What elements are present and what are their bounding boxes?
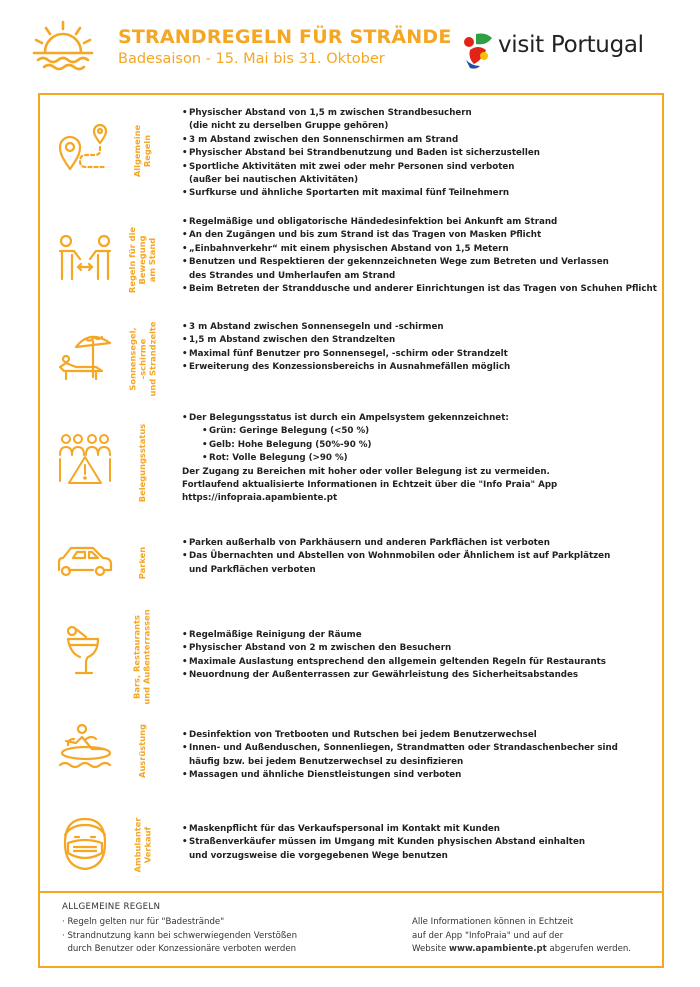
list-item: • Maskenpflicht für das Verkaufspersonal im Kontakt mit Kunden <box>182 823 657 836</box>
pool-float-icon <box>56 721 114 779</box>
list-item: • „Einbahnverkehr“ mit einem physischen Abstand von 1,5 Metern <box>182 243 657 256</box>
list-item: • Regelmäßige und obligatorische Händedesinfektion bei Ankunft am Strand <box>182 216 657 229</box>
list-item: • Physischer Abstand von 1,5 m zwischen Strandbesuchern (die nicht zu derselben Gruppe gehören) <box>182 107 657 134</box>
list-item: • 3 m Abstand zwischen den Sonnenschirmen am Strand <box>182 134 657 147</box>
list-item: • Surfkurse und ähnliche Sportarten mit maximal fünf Teilnehmern <box>182 187 657 200</box>
list-item: • Maximale Auslastung entsprechend den allgemein geltenden Regeln für Restaurants <box>182 656 657 669</box>
logo-mark-icon <box>462 30 496 70</box>
logo-text: visit Portugal <box>498 32 644 58</box>
list-item: • Benutzen und Respektieren der gekennzeichneten Wege zum Betreten und Verlassen des Strandes und Umherlaufen am Strand <box>182 256 657 283</box>
sun-icon <box>32 20 94 72</box>
list-item: • Physischer Abstand bei Strandbenutzung und Baden ist sicherzustellen <box>182 147 657 160</box>
list-item: • Beim Betreten der Stranddusche und anderer Einrichtungen ist das Tragen von Schuhen Pflicht <box>182 283 657 296</box>
list-item: • Erweiterung des Konzessionsbereichs in Ausnahmefällen möglich <box>182 361 657 374</box>
section-street-vending <box>40 801 662 891</box>
website-link[interactable]: www.apambiente.pt <box>449 944 547 954</box>
section-label: Sonnensegel, -schirme und Strandzelte <box>127 321 158 397</box>
section-umbrellas <box>40 313 662 403</box>
footer <box>40 895 662 966</box>
section-label: Belegungsstatus <box>137 423 147 503</box>
list-item: • An den Zugängen und bis zum Strand ist das Tragen von Masken Pflicht <box>182 229 657 242</box>
section-label: Allgemeine Regeln <box>132 124 153 178</box>
social-distance-icon <box>56 231 114 289</box>
section-label: Regeln für die Bewegung am Stand <box>127 226 158 294</box>
footer-item: durch Benutzer oder Konzessionäre verboten werden <box>67 944 297 954</box>
section-parking <box>40 525 662 601</box>
section-movement-rules <box>40 207 662 313</box>
sub-list-item: • Gelb: Hohe Belegung (50%-90 %) <box>202 439 657 452</box>
list-item: • Physischer Abstand von 2 m zwischen den Besuchern <box>182 642 657 655</box>
section-label: Bars, Restaurants und Außenterrassen <box>132 609 153 705</box>
cocktail-icon <box>56 623 114 681</box>
list-item: • Der Belegungsstatus ist durch ein Ampelsystem gekennzeichnet: <box>182 412 657 425</box>
list-item: • 3 m Abstand zwischen Sonnensegeln und -schirmen <box>182 321 657 334</box>
beach-umbrella-icon <box>56 329 114 387</box>
sub-list-item: • Grün: Geringe Belegung (<50 %) <box>202 425 657 438</box>
footer-item: · Regeln gelten nur für "Badestrände" <box>62 917 225 927</box>
info-praia-link[interactable]: https://infopraia.apambiente.pt <box>182 493 338 504</box>
list-item: • Desinfektion von Tretbooten und Rutschen bei jedem Benutzerwechsel <box>182 729 657 742</box>
face-mask-icon <box>56 815 114 873</box>
crowd-warning-icon <box>56 431 114 489</box>
visit-portugal-logo <box>462 30 672 70</box>
section-label: Ambulanter Verkauf <box>132 817 153 873</box>
list-item: • Regelmäßige Reinigung der Räume <box>182 629 657 642</box>
footer-item: · Strandnutzung kann bei schwerwiegenden Verstößen <box>62 930 298 941</box>
section-general-rules <box>40 95 662 207</box>
section-bars-restaurants <box>40 601 662 715</box>
list-item: • Innen- und Außenduschen, Sonnenliegen, Strandmatten oder Strandaschenbecher sind häufig bzw. bei jedem Benutzerwechsel zu desinfizieren <box>182 742 657 769</box>
list-item: • Neuordnung der Außenterrassen zur Gewährleistung des Sicherheitsabstandes <box>182 669 657 682</box>
map-route-icon <box>56 121 114 179</box>
list-item: • 1,5 m Abstand zwischen den Strandzelten <box>182 334 657 347</box>
footer-list <box>62 916 297 957</box>
list-item: • Parken außerhalb von Parkhäusern und anderen Parkflächen ist verboten <box>182 537 657 550</box>
footer-divider <box>40 891 662 893</box>
list-item: • Sportliche Aktivitäten mit zwei oder mehr Personen sind verboten (außer bei nautischen Aktivitäten) <box>182 161 657 188</box>
page-title: STRANDREGELN FÜR STRÄNDE <box>118 26 452 48</box>
section-label: Parken <box>136 546 147 580</box>
footer-title: ALLGEMEINE REGELN <box>62 902 161 912</box>
section-equipment <box>40 715 662 801</box>
list-item: • Straßenverkäufer müssen im Umgang mit Kunden physischen Abstand einhalten und vorzugsweise die vorgegebenen Wege benutzen <box>182 836 657 863</box>
page-subtitle: Badesaison - 15. Mai bis 31. Oktober <box>118 51 385 67</box>
occupancy-note: Fortlaufend aktualisierte Informationen in Echtzeit über die "Info Praia" App <box>182 480 558 491</box>
sub-list-item: • Rot: Volle Belegung (>90 %) <box>202 452 657 465</box>
list-item: • Das Übernachten und Abstellen von Wohnmobilen oder Ähnlichem ist auf Parkplätzen und Parkflächen verboten <box>182 550 657 577</box>
list-item: • Maximal fünf Benutzer pro Sonnensegel, -schirm oder Strandzelt <box>182 348 657 361</box>
occupancy-note: Der Zugang zu Bereichen mit hoher oder voller Belegung ist zu vermeiden. <box>182 466 550 477</box>
list-item: • Massagen und ähnliche Dienstleistungen sind verboten <box>182 769 657 782</box>
rules-frame <box>38 93 664 968</box>
section-occupancy <box>40 403 662 525</box>
section-label: Ausrüstung <box>137 724 148 778</box>
car-icon <box>56 534 114 592</box>
footer-info: Alle Informationen können in Echtzeit auf der App "InfoPraia" und auf der Website www.apambiente.pt abgerufen werden. <box>412 917 632 954</box>
header <box>0 0 700 90</box>
